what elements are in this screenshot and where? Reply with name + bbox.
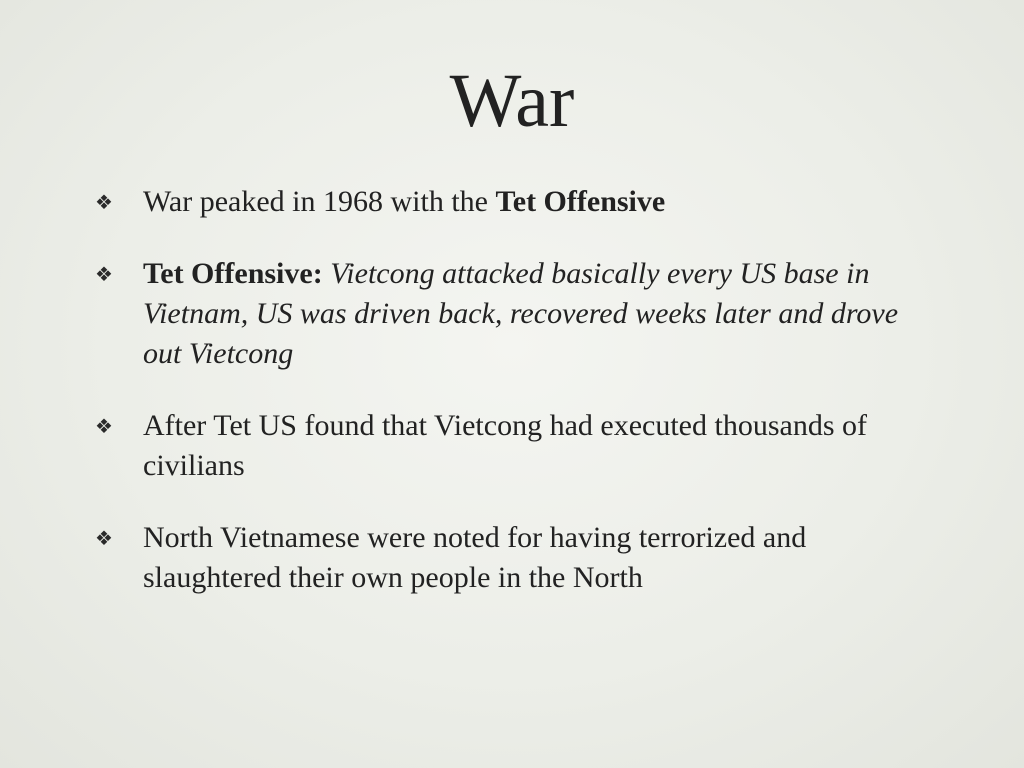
bullet-list: [92, 182, 932, 630]
bullet-item-1: [92, 182, 932, 222]
bullet-3-text: After Tet US found that Vietcong had executed thousands of civilians: [143, 409, 867, 482]
slide-title: War: [449, 59, 575, 143]
bullet-2-italic: Vietcong attacked basically every US base in Vietnam, US was driven back, recovered weeks later and drove out Vietcong: [143, 257, 899, 370]
bullet-1-text: War peaked in 1968 with the: [143, 185, 496, 218]
bullet-1-bold: Tet Offensive: [495, 185, 666, 218]
bullet-4-text: North Vietnamese were noted for having terrorized and slaughtered their own people in the North: [143, 521, 807, 594]
bullet-item-4: [92, 518, 932, 598]
bullet-2-bold: Tet Offensive:: [143, 257, 323, 290]
diamond-bullet-icon: ❖: [95, 190, 113, 214]
diamond-bullet-icon: ❖: [95, 526, 113, 550]
diamond-bullet-icon: ❖: [95, 414, 113, 438]
bullet-item-3: [92, 406, 932, 486]
diamond-bullet-icon: ❖: [95, 262, 113, 286]
bullet-item-2: [92, 254, 932, 374]
